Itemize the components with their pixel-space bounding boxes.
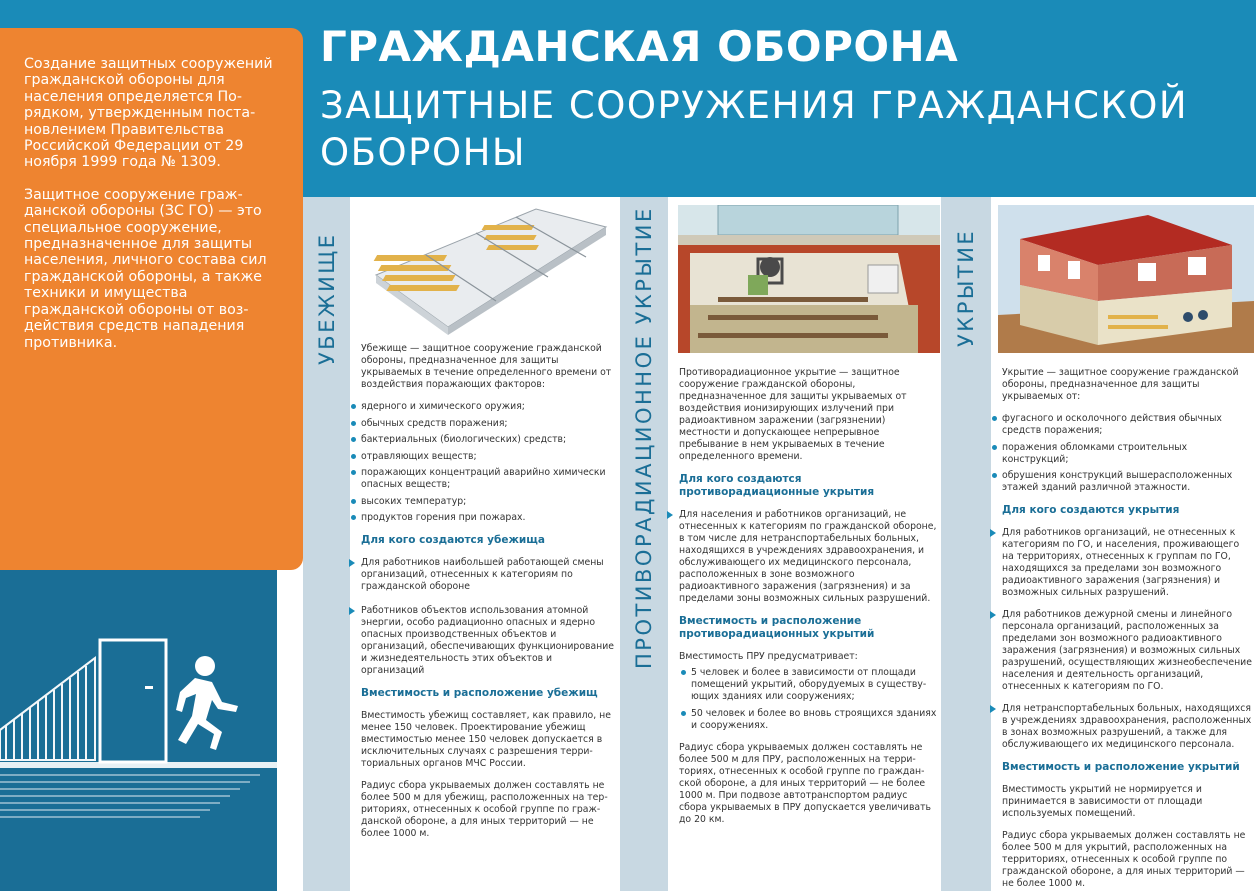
shelter-factors-list [361,401,616,524]
page-subtitle: ЗАЩИТНЫЕ СООРУЖЕНИЯ ГРАЖДАНСКОЙ ОБОРОНЫ [320,84,1189,174]
shelter-floorplan-illustration [366,205,616,353]
pru-definition: Противорадиационное укрытие — защитное сооружение гражданской обороны, предназначенное для защиты укрываемых от воздействия ионизирующих излучений при радиоактивном заражении (загрязнении) местности и допускающее непрерывное пребывание в нем укрываемых в течение определенного времени. [679,367,907,462]
shelter-column [350,197,620,891]
pru-capacity-heading: Вместимость и расположение противорадиационных укрытий [679,615,875,640]
intro-paragraph-2: Защитное сооружение гражданской обороны (ЗС ГО) — это специальное сооружение, предназначенное для защиты населения, личного состава сил гражданской обороны, а также техники и имущества гражданской обороны от воздействия средств нападения противника. [24,186,267,351]
list-item: высоких температур; [361,496,616,508]
shelter-for-whom-list [361,557,616,677]
page-title: ГРАЖДАНСКАЯ ОБОРОНА [320,22,959,71]
shelter-capacity-paragraph-2: Радиус сбора укрываемых должен составлять не более 500 м для убежищ, расположенных на территориях, отнесенных к особой группе по гражданской обороне, а для иных территорий — не более 1000 м. [361,780,608,839]
pru-capacity-list [679,667,937,732]
intro-box [0,28,303,570]
shelter-definition: Убежище — защитное сооружение гражданской обороны, предназначенное для защиты укрываемых в течение определенного времени от воздействия поражающих факторов: [361,343,612,390]
list-item: Для работников организаций, не отнесенных к категориям по ГО, и населения, проживающего на территориях, отнесенных к группам по ГО, находящихся за пределами зон возможного радиоактивного заражения (загрязнения) и возможных сильных разрушений. [1002,527,1252,599]
cover-for-whom-list [1002,527,1252,751]
list-item: поражения обломками строительных конструкций; [1002,442,1252,466]
pru-basement-illustration [678,205,940,353]
list-item: Для нетранспортабельных больных, находящихся в учреждениях здравоохранения, расположенных в зонах возможных разрушений, а также для обслуживающего их медицинского персонала. [1002,703,1252,750]
pru-text [679,367,937,836]
intro-paragraph-1: Создание защитных сооружений гражданской обороны для населения определяется Порядком, утвержденным постановлением Правительства Российской Федерации от 29 ноября 1999 года № 1309. [24,56,273,171]
cover-for-whom-heading: Для кого создаются укрытия [1002,504,1180,516]
cover-house-illustration [998,205,1254,353]
shelter-capacity-paragraph-1: Вместимость убежищ составляет, как правило, не менее 150 человек. Проектирование убежищ вместимостью менее 150 человек допускается в исключительных случаях с разрешения территориальных органов МЧС России. [361,710,611,769]
list-item: поражающих концентраций аварийно химически опасных веществ; [361,467,616,491]
pru-vertical-label: ПРОТИВОРАДИАЦИОННОЕ УКРЫТИЕ [632,206,656,669]
pru-column [668,197,941,891]
shelter-capacity-heading: Вместимость и расположение убежищ [361,687,598,699]
cover-column [991,197,1256,891]
list-item: Для работников дежурной смены и линейного персонала организаций, расположенных за пределами зон возможного радиоактивного заражения (загрязнения) и возможных сильных разрушений, осуществляющих жизнеобеспечение населения и деятельность организаций, отнесенных к категориям по ГО. [1002,609,1252,692]
cover-factors-list [1002,413,1252,494]
list-item: Работников объектов использования атомной энергии, особо радиационно опасных и ядерно опасных производственных объектов и организаций, обеспечивающих функционирование и жизнедеятельность этих объектов и организаций [361,605,615,676]
pru-label-band [620,197,668,891]
cover-capacity-paragraph-1: Вместимость укрытий не нормируется и принимается в зависимости от площади используемых помещений. [1002,784,1203,819]
list-item: 5 человек и более в зависимости от площади помещений укрытий, оборудуемых в существующих зданиях или сооружениях; [691,667,937,703]
shelter-text [361,343,616,850]
pru-capacity-paragraph-2: Радиус сбора укрываемых должен составлять не более 500 м для ПРУ, расположенных на территориях, отнесенных к особой группе по гражданской обороне, а для иных территорий — не более 1000 м. При подвозе автотранспортом радиус сбора укрываемых в ПРУ допускается увеличивать до 20 км. [679,741,932,825]
cover-label-band [941,197,991,891]
emergency-exit-running-man-icon [0,620,277,860]
cover-capacity-heading: Вместимость и расположение укрытий [1002,761,1240,773]
list-item: фугасного и осколочного действия обычных средств поражения; [1002,413,1252,437]
cover-capacity-paragraph-2: Радиус сбора укрываемых должен составлять не более 500 м для укрытий, расположенных на территориях, отнесенных к особой группе по гражданской обороне, а для иных территорий — не более 1000 м. [1002,830,1246,889]
shelter-for-whom-heading: Для кого создаются убежища [361,534,545,546]
shelter-label-band [303,197,350,891]
cover-vertical-label: УКРЫТИЕ [954,228,978,347]
list-item: Для населения и работников организаций, не отнесенных к категориям по гражданской обороне, в том числе для нетранспортабельных больных, находящихся в учреждениях здравоохранения, и обслуживающего их медицинского персонала, расположенных в зоне возможного радиоактивного заражения (загрязнения) и за пределами зоны возможных сильных разрушений. [679,509,937,604]
list-item: 50 человек и более во вновь строящихся зданиях и сооружениях. [691,707,937,731]
cover-text [1002,367,1252,891]
cover-definition: Укрытие — защитное сооружение гражданской обороны, предназначенное для защиты укрываемых от: [1002,367,1239,402]
list-item: Для работников наибольшей работающей смены организаций, отнесенных к категориям по гражданской обороне [361,557,616,593]
list-item: обычных средств поражения; [361,418,616,430]
pru-for-whom-heading: Для кого создаются противорадиационные укрытия [679,473,875,498]
shelter-vertical-label: УБЕЖИЩЕ [315,232,339,365]
list-item: отравляющих веществ; [361,451,616,463]
pru-capacity-intro: Вместимость ПРУ предусматривает: [679,651,858,662]
list-item: продуктов горения при пожарах. [361,512,616,524]
list-item: бактериальных (биологических) средств; [361,434,616,446]
list-item: обрушения конструкций вышерасположенных этажей зданий различной этажности. [1002,470,1252,494]
list-item: ядерного и химического оружия; [361,401,616,413]
pru-for-whom-list [679,509,937,605]
